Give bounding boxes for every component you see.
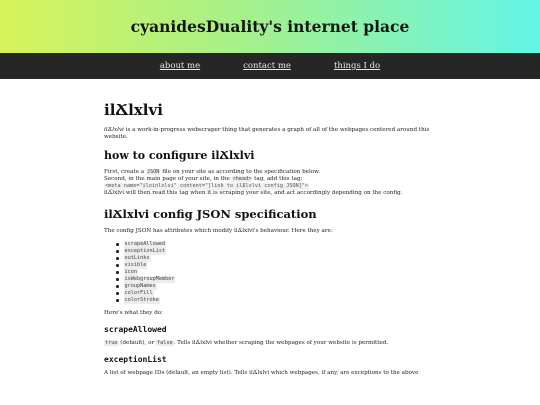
site-banner (0, 0, 540, 53)
page-title: ilՃlxlvi (104, 101, 163, 119)
bullet-icon (116, 278, 119, 281)
exception-list-heading: exceptionList (104, 355, 167, 364)
list-item (116, 241, 440, 248)
nav-link-about-me[interactable]: about me (159, 61, 201, 71)
bullet-icon (116, 250, 119, 253)
list-item (116, 248, 440, 255)
spec-intro: The config JSON has attributes which modify ilՃlxlvi's behaviour. Here they are: (104, 228, 333, 234)
value-true-code: true (105, 340, 118, 346)
attribute-name: groupNames (124, 283, 156, 289)
list-item (116, 262, 440, 269)
scrape-allowed-text-b: . Tells ilՃlxlvi whether scraping the webpages of your website is permitted. (173, 340, 389, 346)
list-item (116, 283, 440, 290)
list-item (116, 297, 440, 304)
attribute-name: scrapeAllowed (124, 241, 166, 247)
attribute-name: visible (124, 262, 147, 268)
intro-paragraph (104, 127, 440, 141)
attribute-name: colorFill (124, 290, 153, 296)
scrape-allowed-description (104, 340, 440, 347)
attribute-name: icon (124, 269, 137, 275)
bullet-icon (116, 299, 119, 302)
site-title: cyanidesDuality's internet place (130, 17, 410, 36)
intro-project-name: ilՃlxlvi (104, 127, 124, 133)
bullet-icon (116, 243, 119, 246)
attribute-list (116, 241, 440, 304)
list-item (116, 276, 440, 283)
intro-text: is a work-in-progress webscraper thing that generates a graph of all of the webpages centered around this website. (104, 127, 430, 140)
nav-bar (0, 53, 540, 79)
configure-step3-text: ilՃlxlvi will then read this tag when it is scraping your site, and act accordingly depending on the config. (104, 190, 403, 196)
exception-list-description: A list of webpage IDs (default, an empty list). Tells ilՃlxlvi which webpages, if any, are exceptions to the above (104, 370, 419, 376)
configure-step1-text-a: First, create a (104, 169, 146, 175)
attribute-name: exceptionList (124, 248, 166, 254)
list-item (116, 290, 440, 297)
spec-heading: ilՃlxlvi config JSON specification (104, 207, 317, 221)
nav-link-contact-me[interactable]: contact me (243, 61, 291, 71)
bullet-icon (116, 271, 119, 274)
configure-step2-text-a: Second, in the main page of your site, in the (104, 176, 232, 182)
attribute-name: isWebgroupMember (124, 276, 175, 282)
list-item (116, 255, 440, 262)
configure-step2-code: <head> (232, 176, 252, 182)
configure-instructions (104, 169, 440, 197)
configure-heading: how to configure ilՃlxlvi (104, 149, 255, 162)
attribute-name: outLinks (124, 255, 150, 261)
configure-step1-code: JSON (146, 169, 160, 175)
main-content (0, 79, 440, 377)
value-false-code: false (156, 340, 173, 346)
bullet-icon (116, 257, 119, 260)
scrape-allowed-text-a: (default), or (118, 340, 156, 346)
scrape-allowed-heading: scrapeAllowed (104, 325, 167, 334)
configure-step2-text-b: tag, add this tag: (252, 176, 303, 182)
attribute-name: colorStroke (124, 297, 159, 303)
bullet-icon (116, 292, 119, 295)
bullet-icon (116, 264, 119, 267)
bullet-icon (116, 285, 119, 288)
nav-link-things-i-do[interactable]: things I do (333, 61, 381, 71)
what-they-do-text: Here's what they do: (104, 310, 164, 316)
meta-tag-snippet: <meta name="iloinlxlvi" content="[link to ilՃlxlvi config JSON]"> (105, 183, 309, 189)
configure-step1-text-b: file on your site as according to the specification below. (160, 169, 321, 175)
list-item (116, 269, 440, 276)
